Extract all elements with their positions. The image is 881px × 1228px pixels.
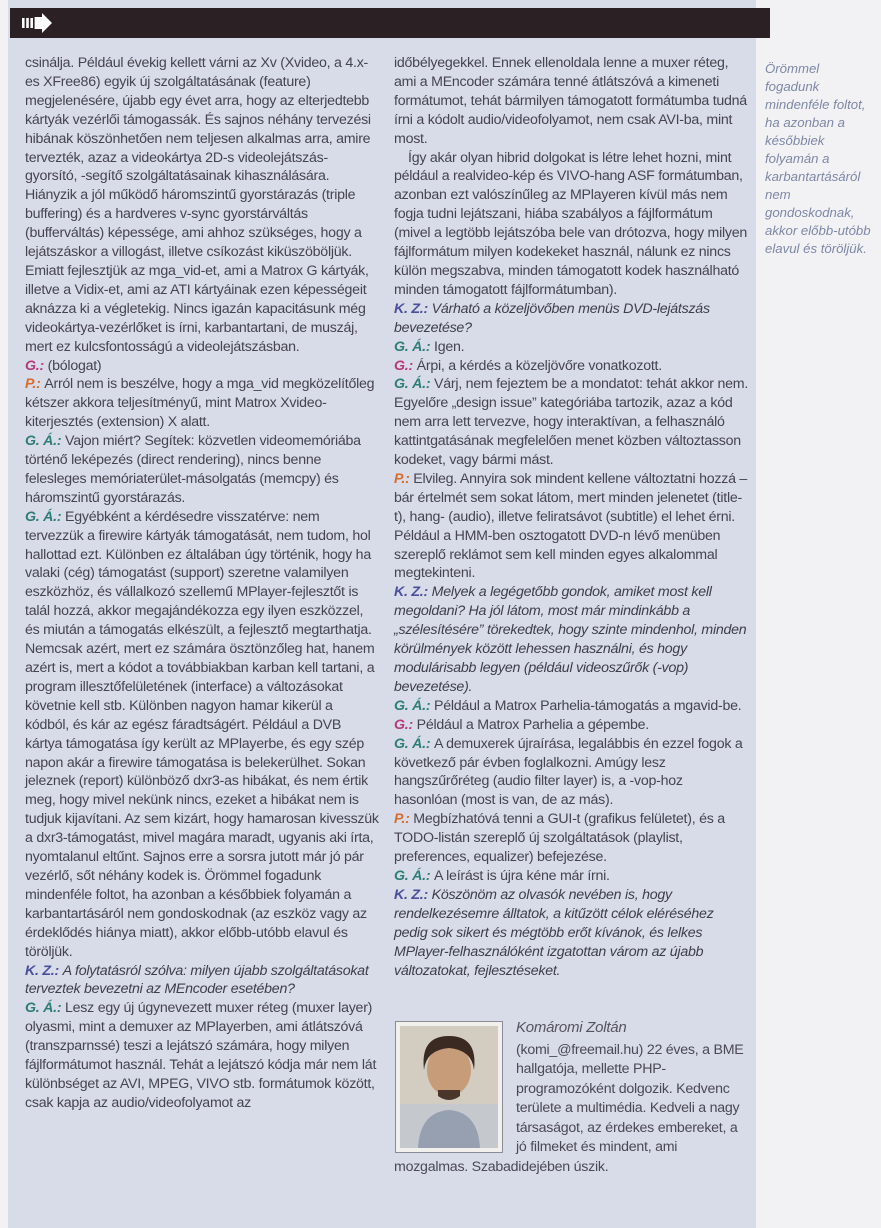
dialogue-paragraph: G. Á.: Várj, nem fejeztem be a mondatot: tehát akkor nem. Egyelőre „design issue” kategóriába tartozik, azaz a kód nem arra lett tervezve, hogy interaktívan, a felhasználó kattintgatásának megfelelően menet közben változtasson kodeket, vagy bármi mást. bbox=[394, 376, 749, 469]
speaker-label: P.: bbox=[394, 470, 414, 487]
author-bio-box bbox=[394, 1018, 748, 1177]
dialogue-paragraph: G. Á.: Például a Matrox Parhelia-támogatás a mgavid-be. bbox=[394, 697, 742, 714]
speaker-label: G. Á.: bbox=[25, 1000, 66, 1017]
speaker-label: G.: bbox=[25, 357, 48, 374]
speaker-label: G. Á.: bbox=[394, 867, 435, 884]
speaker-label: P.: bbox=[394, 811, 414, 828]
speaker-label: G. Á.: bbox=[394, 735, 435, 752]
pull-quote: Örömmel fogadunk mindenféle foltot, ha azonban a későbbiek folyamán a karbantartásáról nem gondoskodnak, akkor előbb-utóbb elavul és töröljük. bbox=[765, 61, 871, 256]
dialogue-paragraph: G. Á.: Vajon miért? Segítek: közvetlen videomemóriába történő leképezés (direct rendering), nincs benne felesleges memóriaterület-másolgatás (memcpy) és háromszintű gyorstárazás. bbox=[25, 433, 361, 506]
body-paragraph: időbélyegekkel. Ennek ellenoldala lenne a muxer réteg, ami a MEncoder számára tenné átlátszóvá a kimeneti formátumot, tehát bármilyen támogatott formátumba tudná írni a kódolt audio/videofolyamot, nem csak AVI-ba, mint most. bbox=[394, 55, 747, 147]
portrait-photo bbox=[396, 1022, 502, 1152]
dialogue-paragraph: P.: Elvileg. Annyira sok mindent kellene változtatni hozzá – bár értelmét sem sokat látom, mert minden jelenetet (title-t), hang- (audio), illetve feliratsávot (subtitle) el lehet érni. Például a HMM-ben osztogatott DVD-n lévő menüben szereplő reklámot sem kell minden egyes alkalommal megtekinteni. bbox=[394, 470, 748, 582]
dialogue-paragraph: G.: Árpi, a kérdés a közeljövőre vonatkozott. bbox=[394, 357, 662, 374]
bio-name: Komáromi Zoltán bbox=[516, 1019, 627, 1037]
dialogue-paragraph: G. Á.: Lesz egy új úgynevezett muxer réteg (muxer layer) olyasmi, mint a demuxer az MPlayerben, ami átlátszóvá (transzparnssé) teszi a lejátszó számára, hogy milyen fájlformátumot használ. Tehát a lejátszó kódja már nem lát különbséget az AVI, MPEG, VIVO stb. formátumok között, csak kapja az audio/videofolyamot az bbox=[25, 1000, 377, 1111]
dialogue-paragraph: G.: Például a Matrox Parhelia a gépembe. bbox=[394, 716, 649, 733]
dialogue-paragraph: K. Z.: Várható a közeljövőben menüs DVD-lejátszás bevezetése? bbox=[394, 300, 710, 336]
body-paragraph: csinálja. Például évekig kellett várni az Xv (Xvideo, a 4.x-es XFree86) egyik új szolgáltatásának (feature) megjelenésére, újabb egy évet arra, hogy az elterjedtebb kártyák vezérlői támogassák. És sajnos néhány tervezési hibának köszönhetően nem teljesen alkalmas arra, amire tervezték, azaz a videokártya 2D-s videolejátszás-gyorsító, -segítő szolgáltatásainak kihasználására. Hiányzik a jól működő háromszintű gyorstárazás (triple buffering) és a hardveres v-sync gyorstárváltás (bufferváltás) képessége, ami ahhoz szükséges, hogy a lejátszáskor a villogást, illetve csíkozást kiküszöböljük. Emiatt fejlesztjük az mga_vid-et, ami a Matrox G kártyák, illetve a Vidix-et, ami az ATI kártyáinak ezen képességeit aknázza ki a végletekig. Nincs igazán kapacitásunk még videokártya-vezérlőket is írni, karbantartani, de muszáj, mert ez kulcsfontosságú a videolejátszásban. bbox=[25, 55, 371, 355]
speaker-label: G. Á.: bbox=[25, 508, 66, 525]
dialogue-paragraph: K. Z.: A folytatásról szólva: milyen újabb szolgáltatásokat terveztek bevezetni az MEncoder esetében? bbox=[25, 962, 369, 998]
speaker-label: G. Á.: bbox=[394, 338, 435, 355]
dialogue-paragraph: G. Á.: A demuxerek újraírása, legalábbis én ezzel fogok a következő pár évben foglalkozni. Amúgy lesz hangszűrőréteg (audio filter layer) is, a -vop-hoz hasonlóan (most is van, de az más). bbox=[394, 735, 743, 809]
dialogue-paragraph: G.: (bólogat) bbox=[25, 357, 102, 374]
speaker-label: G. Á.: bbox=[25, 433, 66, 450]
article-column-right bbox=[394, 54, 748, 1177]
speaker-label: K. Z.: bbox=[394, 300, 432, 317]
speaker-label: G.: bbox=[394, 357, 417, 374]
speaker-label: K. Z.: bbox=[394, 584, 432, 601]
dialogue-paragraph: P.: Megbízhatóvá tenni a GUI-t (grafikus felületet), és a TODO-listán szereplő új szolgáltatások (playlist, preferences, equalizer) befejezése. bbox=[394, 811, 725, 866]
dialogue-paragraph: K. Z.: Melyek a legégetőbb gondok, amiket most kell megoldani? Ha jól látom, most már mindinkább a „szélesítésére” törekedtek, hogy szinte mindenhol, minden körülmények között lehessen használni, és hogy modulárisabb legyen (például videoszűrők (-vop) bevezetése). bbox=[394, 584, 747, 695]
article-column-left bbox=[25, 54, 379, 1113]
dialogue-paragraph: G. Á.: Egyébként a kérdésedre visszatérve: nem tervezzük a firewire kártyák támogatását, nem tudom, hol hallottad ezt. Különben ez általában úgy történik, hogy ha valaki (cég) támogatást (support) szeretne valamilyen eszközhöz, és vállalkozó szellemű MPlayer-fejlesztőt is talál hozzá, akkor megajándékozza egy ilyen eszközzel, és miután a támogatás elkészült, a fejlesztő megtarthatja. Nemcsak azért, mert ez számára ösztönzőleg hat, hanem azért is, mert a kódot a továbbiakban karban kell tartani, a program illesztőfelületének (interface) a változásokat követnie kell stb. Különben nagyon hamar kikerül a kódból, és kár az egész fáradtságért. Például a DVB kártya támogatása így került az MPlayerbe, és egy szép napon akár a firewire támogatása is belekerülhet. Sokan jeleznek (report) különböző dxr3-as hibákat, és nem értik meg, hogy mivel nekünk nincs, ezeket a hibákat nem is tudjuk kijavítani. Az sem kizárt, hogy hamarosan kivesszük a dxr3-támogatást, mivel magára maradt, ugyanis aki írta, nyomtalanul eltűnt. Sajnos erre a sorsra jutott már jó pár vezérlő, sőt néhány kodek is. Örömmel fogadunk mindenféle foltot, ha azonban a későbbiek folyamán a karbantartásáról nem gondoskodnak (az eszköz vagy az érdeklődés hiánya miatt), akkor előbb-utóbb elavul és töröljük. bbox=[25, 508, 379, 960]
dialogue-paragraph: G. Á.: A leírást is újra kéne már írni. bbox=[394, 867, 610, 884]
speaker-label: P.: bbox=[25, 376, 45, 393]
dialogue-paragraph: P.: Arról nem is beszélve, hogy a mga_vid megközelítőleg kétszer akkora teljesítményű, mint Matrox Xvideo-kiterjesztés (extension) X alatt. bbox=[25, 376, 375, 431]
speaker-label: G.: bbox=[394, 716, 417, 733]
forward-arrow-icon bbox=[22, 13, 56, 33]
speaker-label: K. Z.: bbox=[25, 962, 63, 979]
body-paragraph: Így akár olyan hibrid dolgokat is létre lehet hozni, mint például a realvideo-kép és VIVO-hang ASF formátumban, azonban ezt valószínűleg az MPlayeren kívül más nem fogja tudni lejátszani, hiába szabályos a fájlformátum (mivel a legtöbb lejátszóba bele van drótozva, hogy milyen fájlformátum milyen kodekeket használ, nálunk ez nincs külön megszabva, minden támogatott kodek használható minden támogatott fájlformátumban). bbox=[394, 149, 748, 298]
speaker-label: G. Á.: bbox=[394, 697, 435, 714]
dialogue-paragraph: K. Z.: Köszönöm az olvasók nevében is, hogy rendelkezésemre álltatok, a kitűzött célok eléréséhez pedig sok sikert és mégtöbb erőt kívánok, és lelkes MPlayer-felhasználóként izgatottan várom az újabb változatokat, fejlesztéseket. bbox=[394, 886, 714, 979]
speaker-label: G. Á.: bbox=[394, 376, 435, 393]
section-header-bar bbox=[10, 8, 770, 38]
dialogue-paragraph: G. Á.: Igen. bbox=[394, 338, 465, 355]
speaker-label: K. Z.: bbox=[394, 886, 432, 903]
bio-text: (komi_@freemail.hu) 22 éves, a BME hallgatója, mellette PHP-programozóként dolgozik. Kedvenc területe a multimédia. Kedveli a nagy társaságot, az érdekes embereket, a jó filmeket és mindent, ami mozgalmas. Szabadidejében úszik. bbox=[394, 1041, 744, 1175]
